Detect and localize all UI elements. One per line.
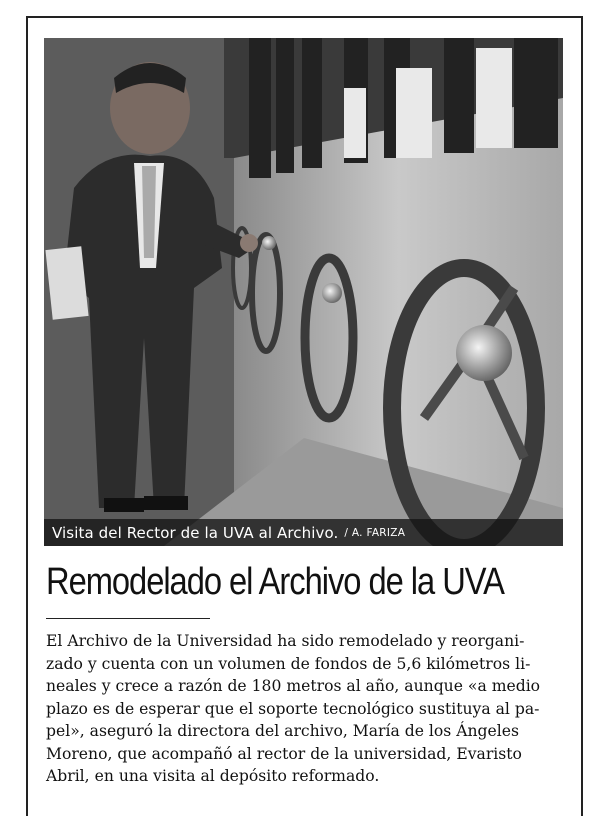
headline-rule bbox=[46, 618, 210, 619]
article-headline: Remodelado el Archivo de la UVA bbox=[46, 561, 504, 603]
body-line: El Archivo de la Universidad ha sido remodelado y reorgani- bbox=[46, 632, 525, 650]
article-body bbox=[46, 630, 566, 788]
photo-caption-bar bbox=[44, 519, 563, 546]
photo-caption: Visita del Rector de la UVA al Archivo. bbox=[52, 523, 339, 542]
body-line: zado y cuenta con un volumen de fondos de 5,6 kilómetros li- bbox=[46, 654, 531, 673]
body-line: neales y crece a razón de 180 metros al año, aunque «a medio bbox=[46, 677, 541, 695]
news-photo bbox=[44, 38, 563, 546]
body-line: plazo es de esperar que el soporte tecnológico sustituya al pa- bbox=[46, 699, 540, 718]
photo-credit: / A. FARIZA bbox=[344, 526, 406, 539]
body-line: Moreno, que acompañó al rector de la universidad, Evaristo bbox=[46, 744, 522, 763]
photo-illustration bbox=[44, 38, 563, 546]
body-line: pel», aseguró la directora del archivo, María de los Ángeles bbox=[46, 722, 519, 740]
body-line: Abril, en una visita al depósito reformado. bbox=[46, 767, 380, 785]
